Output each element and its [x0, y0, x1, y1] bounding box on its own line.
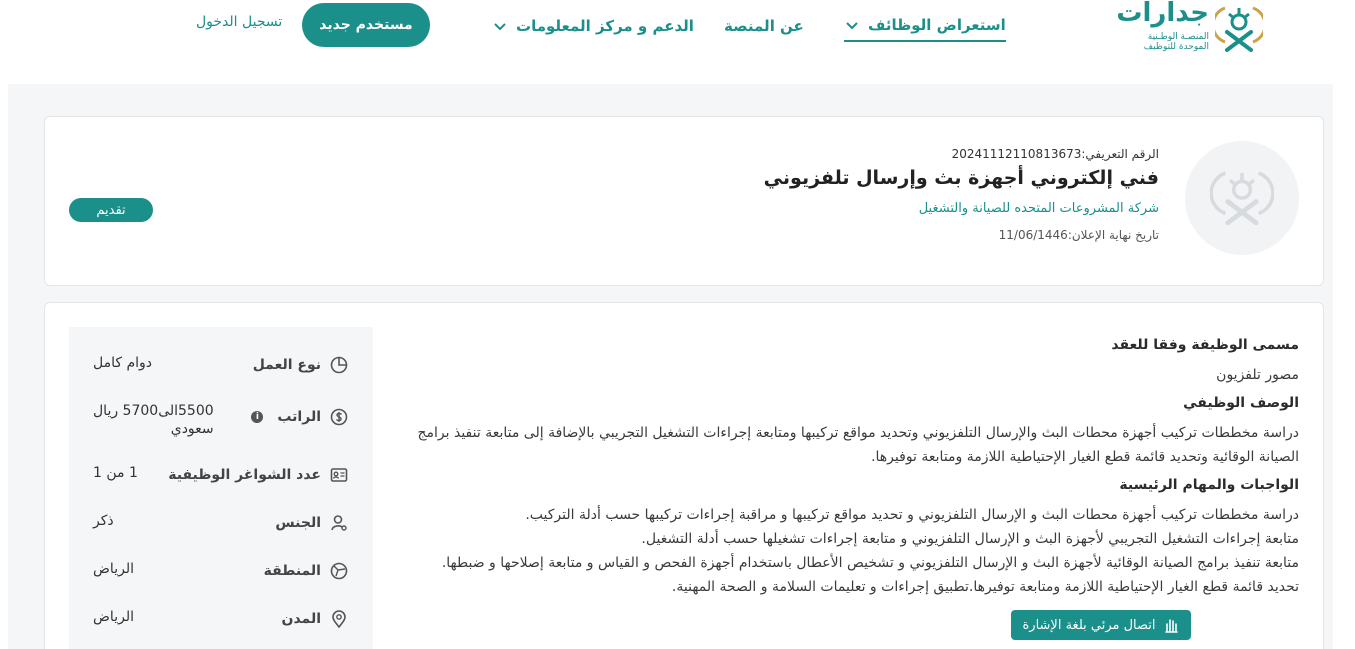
- job-title: فني إلكتروني أجهزة بث وإرسال تلفزيوني: [763, 167, 1159, 189]
- chevron-down-icon: [492, 18, 508, 34]
- job-reference-number: الرقم التعريفي:20241112110813673: [951, 147, 1159, 161]
- nav-support-label: الدعم و مركز المعلومات: [516, 17, 694, 35]
- duty-item: متابعة إجراءات التشغيل التجريبي لأجهزة البث و الإرسال التلفزيوني و متابعة إجراءات تشغيلها حسب أدلة التشغيل.: [641, 531, 1299, 547]
- attr-value: 5500الى5700 ريال سعودي: [93, 403, 214, 437]
- duty-item: دراسة مخططات تركيب أجهزة محطات البث و الإرسال التلفزيوني و تحديد مواقع تركيبها و مراقبة إجراءات تركيبها حسب أدلة التركيب.: [525, 507, 1299, 523]
- logo-tagline: المنصـة الوطـنية الموحدة للتوظيف: [1143, 32, 1209, 52]
- job-deadline: تاريخ نهاية الإعلان:11/06/1446: [998, 228, 1159, 242]
- attr-value: الرياض: [93, 561, 134, 577]
- contract-title-heading: مسمى الوظيفة وفقا للعقد: [1111, 337, 1299, 353]
- pie-chart-icon: [329, 355, 349, 375]
- info-icon[interactable]: i: [251, 411, 263, 423]
- hand-sign-icon: [1162, 616, 1180, 634]
- salary-icon: [329, 407, 349, 427]
- nav-browse-jobs-label: استعراض الوظائف: [868, 16, 1006, 34]
- company-name-link[interactable]: شركة المشروعات المتحده للصيانة والتشغيل: [918, 201, 1159, 216]
- user-gender-icon: [329, 513, 349, 533]
- chevron-down-icon: [844, 17, 860, 33]
- company-emblem-icon: [1210, 166, 1274, 230]
- company-logo: [1185, 141, 1299, 255]
- description-text: دراسة مخططات تركيب أجهزة محطات البث والإرسال التلفزيوني وتحديد مواقع تركيبها ومتابعة إجراءات التشغيل التجريبي بالإضافة إلى متابعة تنفيذ برامج الصيانة الوقائية وتحديد قائمة قطع الغيار الإحتياطية اللازمة ومتابعة توفيرها.: [417, 425, 1299, 465]
- description-heading: الوصف الوظيفي: [1183, 395, 1299, 411]
- job-summary-card: [44, 116, 1324, 286]
- attr-label: الجنس: [275, 515, 321, 531]
- job-details-card: [44, 302, 1324, 649]
- sign-language-call-button[interactable]: [1011, 610, 1191, 640]
- attr-value: ذكر: [93, 513, 114, 529]
- duty-item: تحديد قائمة قطع الغيار الإحتياطية اللازمة ومتابعة توفيرها.تطبيق إجراءات و تعليمات السلامة و الصحة المهنية.: [671, 579, 1299, 595]
- job-info: [764, 147, 1159, 242]
- attr-value: الرياض: [93, 609, 134, 625]
- apply-button[interactable]: تقديم: [69, 198, 153, 222]
- attr-label: المنطقة: [263, 563, 321, 579]
- attr-value: دوام كامل: [93, 355, 153, 371]
- job-description-section: [389, 337, 1299, 599]
- job-attributes-panel: [69, 327, 373, 649]
- jadarat-emblem-icon: [1215, 2, 1263, 56]
- attr-label: المدن: [281, 611, 321, 627]
- sign-language-label: اتصال مرئي بلغة الإشارة: [1022, 617, 1156, 633]
- nav-about[interactable]: [724, 14, 804, 38]
- duties-heading: الواجبات والمهام الرئيسية: [1119, 477, 1299, 493]
- nav-browse-jobs[interactable]: [844, 14, 1006, 42]
- nav-support[interactable]: [492, 14, 694, 38]
- site-header: [0, 0, 1355, 84]
- attr-value: 1 من 1: [93, 465, 138, 481]
- attr-label: نوع العمل: [252, 357, 321, 373]
- location-pin-icon: [329, 609, 349, 629]
- attr-label: الراتب: [277, 409, 321, 425]
- nav-about-label: عن المنصة: [724, 17, 804, 35]
- attr-label: عدد الشواغر الوظيفية: [168, 467, 321, 483]
- duty-item: متابعة تنفيذ برامج الصيانة الوقائية لأجهزة البث و الإرسال التلفزيوني و تشخيص الأعطال باستخدام أجهزة الفحص و القياس و متابعة إصلاحها و ضبطها.: [441, 555, 1299, 571]
- register-button[interactable]: مستخدم جديد: [302, 3, 430, 47]
- jadarat-logo[interactable]: [1116, 0, 1263, 58]
- contract-title-value: مصور تلفزيون: [1216, 367, 1299, 383]
- id-card-icon: [329, 465, 349, 485]
- login-link[interactable]: تسجيل الدخول: [196, 14, 283, 30]
- logo-wordmark: جدارات: [1116, 0, 1209, 28]
- map-icon: [329, 561, 349, 581]
